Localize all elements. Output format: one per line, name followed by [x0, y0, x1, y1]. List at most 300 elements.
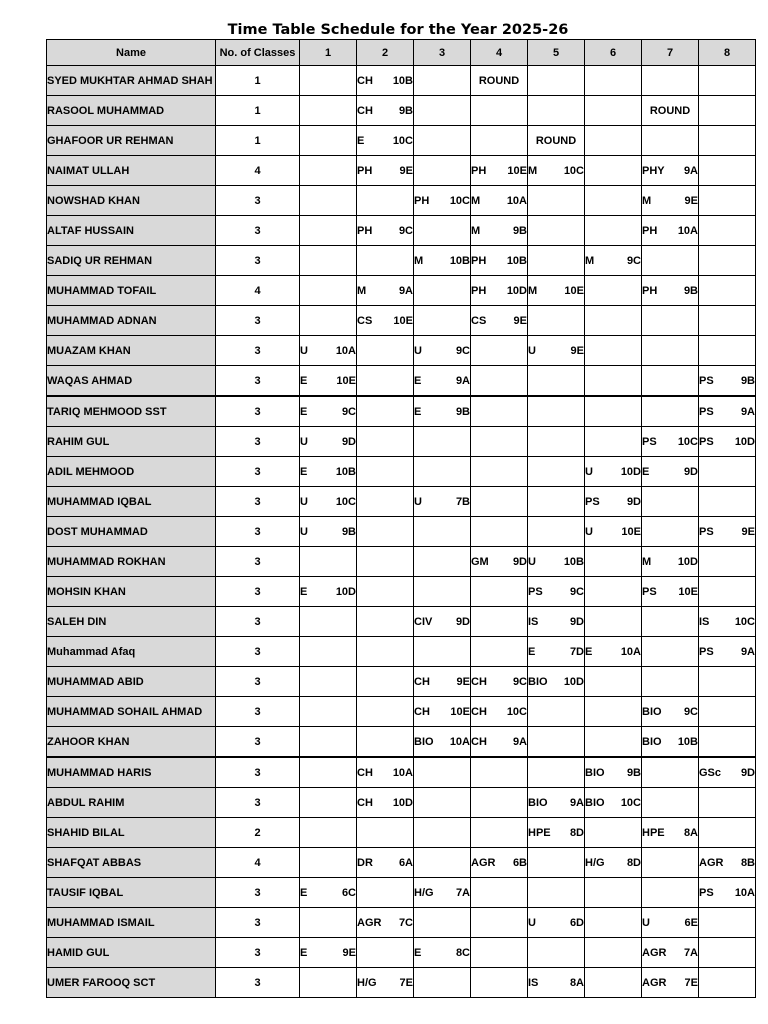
header-count: No. of Classes	[216, 40, 300, 66]
period-2-cell	[357, 306, 414, 336]
period-4-cell	[471, 126, 528, 156]
period-3-cell	[414, 96, 471, 126]
period-1-cell	[300, 938, 357, 968]
period-7-cell	[642, 697, 699, 727]
slot-entry	[699, 375, 755, 387]
teacher-name: SALEH DIN	[47, 607, 216, 637]
period-3-cell	[414, 757, 471, 788]
period-8-cell	[699, 336, 756, 366]
period-5-cell	[528, 186, 585, 216]
subject-code: PS	[699, 374, 714, 387]
period-4-cell	[471, 427, 528, 457]
slot-entry	[528, 586, 584, 598]
class-section: 9A	[398, 284, 413, 297]
period-7-cell	[642, 968, 699, 998]
period-7-cell	[642, 757, 699, 788]
class-count: 3	[216, 607, 300, 637]
period-7-cell	[642, 818, 699, 848]
class-section: 9E	[399, 164, 413, 177]
period-8-cell	[699, 276, 756, 306]
period-1-cell	[300, 126, 357, 156]
subject-code: M	[414, 254, 424, 267]
period-2-cell	[357, 878, 414, 908]
subject-code: M	[357, 284, 367, 297]
period-8-cell	[699, 878, 756, 908]
class-section: 9C	[683, 705, 698, 718]
period-5-cell	[528, 216, 585, 246]
class-section: 10B	[449, 254, 470, 267]
teacher-name: SHAHID BILAL	[47, 818, 216, 848]
period-6-cell	[585, 667, 642, 697]
slot-entry	[300, 345, 356, 357]
period-3-cell	[414, 276, 471, 306]
header-period-6: 6	[585, 40, 642, 66]
table-row	[47, 547, 756, 577]
class-section: 9B	[740, 374, 755, 387]
subject-code: M	[471, 224, 481, 237]
slot-entry	[528, 616, 584, 628]
slot-entry	[642, 556, 698, 568]
slot-entry	[300, 947, 356, 959]
subject-code: PS	[642, 585, 657, 598]
class-section: 9D	[626, 495, 641, 508]
subject-code: PH	[357, 164, 373, 177]
period-7-cell	[642, 66, 699, 96]
slot-entry	[414, 706, 470, 718]
class-count: 3	[216, 667, 300, 697]
subject-code: PS	[699, 886, 714, 899]
period-6-cell	[585, 968, 642, 998]
period-8-cell	[699, 577, 756, 607]
subject-code: IS	[699, 615, 710, 628]
period-8-cell	[699, 848, 756, 878]
header-row	[47, 40, 756, 66]
period-2-cell	[357, 427, 414, 457]
class-count: 3	[216, 878, 300, 908]
class-section: 10D	[506, 284, 527, 297]
period-1-cell	[300, 427, 357, 457]
subject-code: PS	[699, 435, 714, 448]
period-3-cell	[414, 788, 471, 818]
period-6-cell	[585, 727, 642, 758]
period-1-cell	[300, 487, 357, 517]
period-1-cell	[300, 366, 357, 397]
period-5-cell	[528, 246, 585, 276]
subject-code: PHY	[642, 164, 665, 177]
period-1-cell	[300, 577, 357, 607]
table-row	[47, 908, 756, 938]
class-section: 9E	[570, 344, 584, 357]
period-4-cell	[471, 487, 528, 517]
period-6-cell	[585, 757, 642, 788]
subject-code: E	[357, 134, 365, 147]
class-section: 9A	[455, 374, 470, 387]
period-8-cell	[699, 366, 756, 397]
period-3-cell	[414, 126, 471, 156]
period-3-cell	[414, 547, 471, 577]
period-1-cell	[300, 517, 357, 547]
class-count: 3	[216, 577, 300, 607]
class-section: 9D	[341, 435, 356, 448]
slot-entry	[414, 375, 470, 387]
header-period-7: 7	[642, 40, 699, 66]
slot-entry	[642, 977, 698, 989]
slot-entry	[585, 646, 641, 658]
subject-code: CH	[414, 705, 430, 718]
period-1-cell	[300, 818, 357, 848]
period-7-cell	[642, 156, 699, 186]
slot-label: ROUND	[649, 104, 691, 117]
subject-code: U	[585, 525, 593, 538]
subject-code: BIO	[642, 735, 662, 748]
period-2-cell	[357, 517, 414, 547]
period-8-cell	[699, 427, 756, 457]
slot-entry	[414, 496, 470, 508]
subject-code: U	[585, 465, 593, 478]
subject-code: PS	[642, 435, 657, 448]
subject-code: E	[300, 946, 308, 959]
teacher-name: RAHIM GUL	[47, 427, 216, 457]
slot-entry	[528, 646, 584, 658]
table-row	[47, 276, 756, 306]
subject-code: HPE	[642, 826, 665, 839]
slot-entry	[699, 616, 755, 628]
period-5-cell	[528, 66, 585, 96]
period-2-cell	[357, 396, 414, 427]
slot-entry	[357, 917, 413, 929]
class-section: 8D	[569, 826, 584, 839]
class-section: 9C	[398, 224, 413, 237]
table-row	[47, 396, 756, 427]
class-count: 3	[216, 938, 300, 968]
subject-code: CS	[471, 314, 487, 327]
teacher-name: TARIQ MEHMOOD SST	[47, 396, 216, 427]
teacher-name: NAIMAT ULLAH	[47, 156, 216, 186]
slot-entry	[699, 646, 755, 658]
class-section: 10C	[392, 134, 413, 147]
class-section: 9B	[512, 224, 527, 237]
slot-entry	[471, 75, 527, 87]
period-7-cell	[642, 396, 699, 427]
table-row	[47, 607, 756, 637]
class-section: 10A	[392, 766, 413, 779]
period-5-cell	[528, 908, 585, 938]
class-section: 9C	[455, 344, 470, 357]
subject-code: PS	[699, 405, 714, 418]
period-6-cell	[585, 336, 642, 366]
subject-code: U	[414, 495, 422, 508]
subject-code: E	[414, 405, 422, 418]
class-count: 3	[216, 427, 300, 457]
period-2-cell	[357, 276, 414, 306]
period-1-cell	[300, 547, 357, 577]
slot-entry	[300, 466, 356, 478]
teacher-name: MUHAMMAD TOFAIL	[47, 276, 216, 306]
header-name: Name	[47, 40, 216, 66]
slot-entry	[528, 165, 584, 177]
teacher-name: ZAHOOR KHAN	[47, 727, 216, 758]
slot-entry	[528, 285, 584, 297]
subject-code: AGR	[357, 916, 382, 929]
class-section: 6A	[398, 856, 413, 869]
period-3-cell	[414, 667, 471, 697]
header-period-2: 2	[357, 40, 414, 66]
period-4-cell	[471, 336, 528, 366]
class-section: 10C	[449, 194, 470, 207]
class-count: 4	[216, 276, 300, 306]
slot-entry	[642, 736, 698, 748]
period-2-cell	[357, 66, 414, 96]
subject-code: PH	[414, 194, 430, 207]
slot-entry	[471, 195, 527, 207]
period-5-cell	[528, 577, 585, 607]
slot-entry	[300, 406, 356, 418]
class-count: 1	[216, 66, 300, 96]
table-row	[47, 246, 756, 276]
teacher-name: ABDUL RAHIM	[47, 788, 216, 818]
period-3-cell	[414, 336, 471, 366]
period-8-cell	[699, 457, 756, 487]
teacher-name: WAQAS AHMAD	[47, 366, 216, 397]
period-4-cell	[471, 908, 528, 938]
table-row	[47, 156, 756, 186]
table-row	[47, 487, 756, 517]
class-section: 9D	[683, 465, 698, 478]
slot-entry	[642, 586, 698, 598]
period-1-cell	[300, 757, 357, 788]
period-3-cell	[414, 878, 471, 908]
period-6-cell	[585, 697, 642, 727]
period-3-cell	[414, 607, 471, 637]
subject-code: E	[642, 465, 650, 478]
period-3-cell	[414, 66, 471, 96]
slot-entry	[357, 797, 413, 809]
period-4-cell	[471, 457, 528, 487]
period-7-cell	[642, 276, 699, 306]
period-3-cell	[414, 306, 471, 336]
class-section: 10B	[392, 74, 413, 87]
slot-entry	[699, 436, 755, 448]
slot-entry	[642, 466, 698, 478]
period-5-cell	[528, 878, 585, 908]
period-2-cell	[357, 186, 414, 216]
table-row	[47, 848, 756, 878]
period-6-cell	[585, 186, 642, 216]
period-4-cell	[471, 396, 528, 427]
subject-code: U	[300, 435, 308, 448]
period-8-cell	[699, 908, 756, 938]
period-5-cell	[528, 427, 585, 457]
period-4-cell	[471, 757, 528, 788]
class-count: 3	[216, 306, 300, 336]
slot-entry	[585, 857, 641, 869]
subject-code: U	[300, 495, 308, 508]
subject-code: IS	[528, 615, 539, 628]
slot-entry	[471, 315, 527, 327]
period-8-cell	[699, 727, 756, 758]
period-2-cell	[357, 697, 414, 727]
table-row	[47, 727, 756, 758]
header-period-5: 5	[528, 40, 585, 66]
slot-entry	[699, 767, 755, 779]
slot-entry	[357, 315, 413, 327]
period-3-cell	[414, 577, 471, 607]
period-5-cell	[528, 457, 585, 487]
teacher-name: DOST MUHAMMAD	[47, 517, 216, 547]
period-8-cell	[699, 156, 756, 186]
subject-code: E	[300, 465, 308, 478]
period-3-cell	[414, 186, 471, 216]
period-7-cell	[642, 788, 699, 818]
period-3-cell	[414, 848, 471, 878]
teacher-name: SHAFQAT ABBAS	[47, 848, 216, 878]
teacher-name: MUHAMMAD ISMAIL	[47, 908, 216, 938]
subject-code: U	[300, 344, 308, 357]
period-1-cell	[300, 727, 357, 758]
slot-entry	[357, 767, 413, 779]
class-section: 10B	[506, 254, 527, 267]
period-8-cell	[699, 938, 756, 968]
subject-code: AGR	[699, 856, 724, 869]
teacher-name: RASOOL MUHAMMAD	[47, 96, 216, 126]
period-8-cell	[699, 697, 756, 727]
class-section: 10D	[392, 796, 413, 809]
subject-code: AGR	[642, 976, 667, 989]
teacher-name: HAMID GUL	[47, 938, 216, 968]
class-count: 2	[216, 818, 300, 848]
period-4-cell	[471, 878, 528, 908]
subject-code: BIO	[528, 675, 548, 688]
period-2-cell	[357, 126, 414, 156]
class-section: 9D	[455, 615, 470, 628]
period-7-cell	[642, 637, 699, 667]
period-2-cell	[357, 216, 414, 246]
slot-entry	[414, 676, 470, 688]
slot-label: ROUND	[478, 74, 520, 87]
teacher-name: ADIL MEHMOOD	[47, 457, 216, 487]
teacher-name: Muhammad Afaq	[47, 637, 216, 667]
subject-code: IS	[528, 976, 539, 989]
class-section: 10E	[393, 314, 413, 327]
class-count: 3	[216, 788, 300, 818]
period-7-cell	[642, 607, 699, 637]
period-7-cell	[642, 878, 699, 908]
period-5-cell	[528, 156, 585, 186]
period-5-cell	[528, 938, 585, 968]
subject-code: BIO	[528, 796, 548, 809]
teacher-name: MUHAMMAD SOHAIL AHMAD	[47, 697, 216, 727]
slot-entry	[300, 526, 356, 538]
class-section: 10E	[621, 525, 641, 538]
period-1-cell	[300, 457, 357, 487]
period-4-cell	[471, 968, 528, 998]
class-count: 1	[216, 96, 300, 126]
period-5-cell	[528, 697, 585, 727]
period-7-cell	[642, 427, 699, 457]
period-6-cell	[585, 156, 642, 186]
period-1-cell	[300, 276, 357, 306]
period-4-cell	[471, 938, 528, 968]
slot-entry	[357, 857, 413, 869]
period-6-cell	[585, 908, 642, 938]
period-2-cell	[357, 968, 414, 998]
class-section: 9D	[569, 615, 584, 628]
period-3-cell	[414, 216, 471, 246]
period-5-cell	[528, 366, 585, 397]
class-section: 10C	[734, 615, 755, 628]
class-section: 9A	[740, 405, 755, 418]
teacher-name: MUHAMMAD HARIS	[47, 757, 216, 788]
period-1-cell	[300, 908, 357, 938]
period-4-cell	[471, 667, 528, 697]
class-count: 4	[216, 848, 300, 878]
slot-entry	[471, 676, 527, 688]
class-count: 3	[216, 457, 300, 487]
period-6-cell	[585, 487, 642, 517]
period-2-cell	[357, 336, 414, 366]
slot-entry	[528, 556, 584, 568]
class-section: 9C	[341, 405, 356, 418]
class-section: 10A	[335, 344, 356, 357]
subject-code: PS	[528, 585, 543, 598]
class-section: 10C	[563, 164, 584, 177]
period-3-cell	[414, 637, 471, 667]
table-row	[47, 788, 756, 818]
subject-code: GSc	[699, 766, 722, 779]
slot-entry	[414, 255, 470, 267]
period-6-cell	[585, 788, 642, 818]
class-section: 9A	[683, 164, 698, 177]
slot-entry	[471, 255, 527, 267]
slot-entry	[471, 706, 527, 718]
period-7-cell	[642, 938, 699, 968]
subject-code: E	[300, 405, 308, 418]
period-4-cell	[471, 818, 528, 848]
class-section: 9A	[569, 796, 584, 809]
period-3-cell	[414, 246, 471, 276]
period-4-cell	[471, 156, 528, 186]
period-7-cell	[642, 216, 699, 246]
slot-entry	[642, 105, 698, 117]
period-5-cell	[528, 788, 585, 818]
subject-code: PH	[642, 284, 658, 297]
period-5-cell	[528, 306, 585, 336]
period-6-cell	[585, 457, 642, 487]
slot-entry	[528, 977, 584, 989]
period-4-cell	[471, 577, 528, 607]
slot-entry	[471, 736, 527, 748]
class-section: 9B	[398, 104, 413, 117]
period-4-cell	[471, 607, 528, 637]
period-5-cell	[528, 757, 585, 788]
period-7-cell	[642, 848, 699, 878]
subject-code: CH	[357, 104, 373, 117]
slot-entry	[357, 977, 413, 989]
class-section: 9D	[740, 766, 755, 779]
table-row	[47, 306, 756, 336]
slot-entry	[699, 526, 755, 538]
slot-entry	[300, 375, 356, 387]
period-1-cell	[300, 667, 357, 697]
subject-code: CH	[357, 766, 373, 779]
header-period-3: 3	[414, 40, 471, 66]
period-5-cell	[528, 547, 585, 577]
period-2-cell	[357, 818, 414, 848]
period-7-cell	[642, 577, 699, 607]
subject-code: CH	[471, 675, 487, 688]
subject-code: GM	[471, 555, 489, 568]
class-count: 3	[216, 487, 300, 517]
